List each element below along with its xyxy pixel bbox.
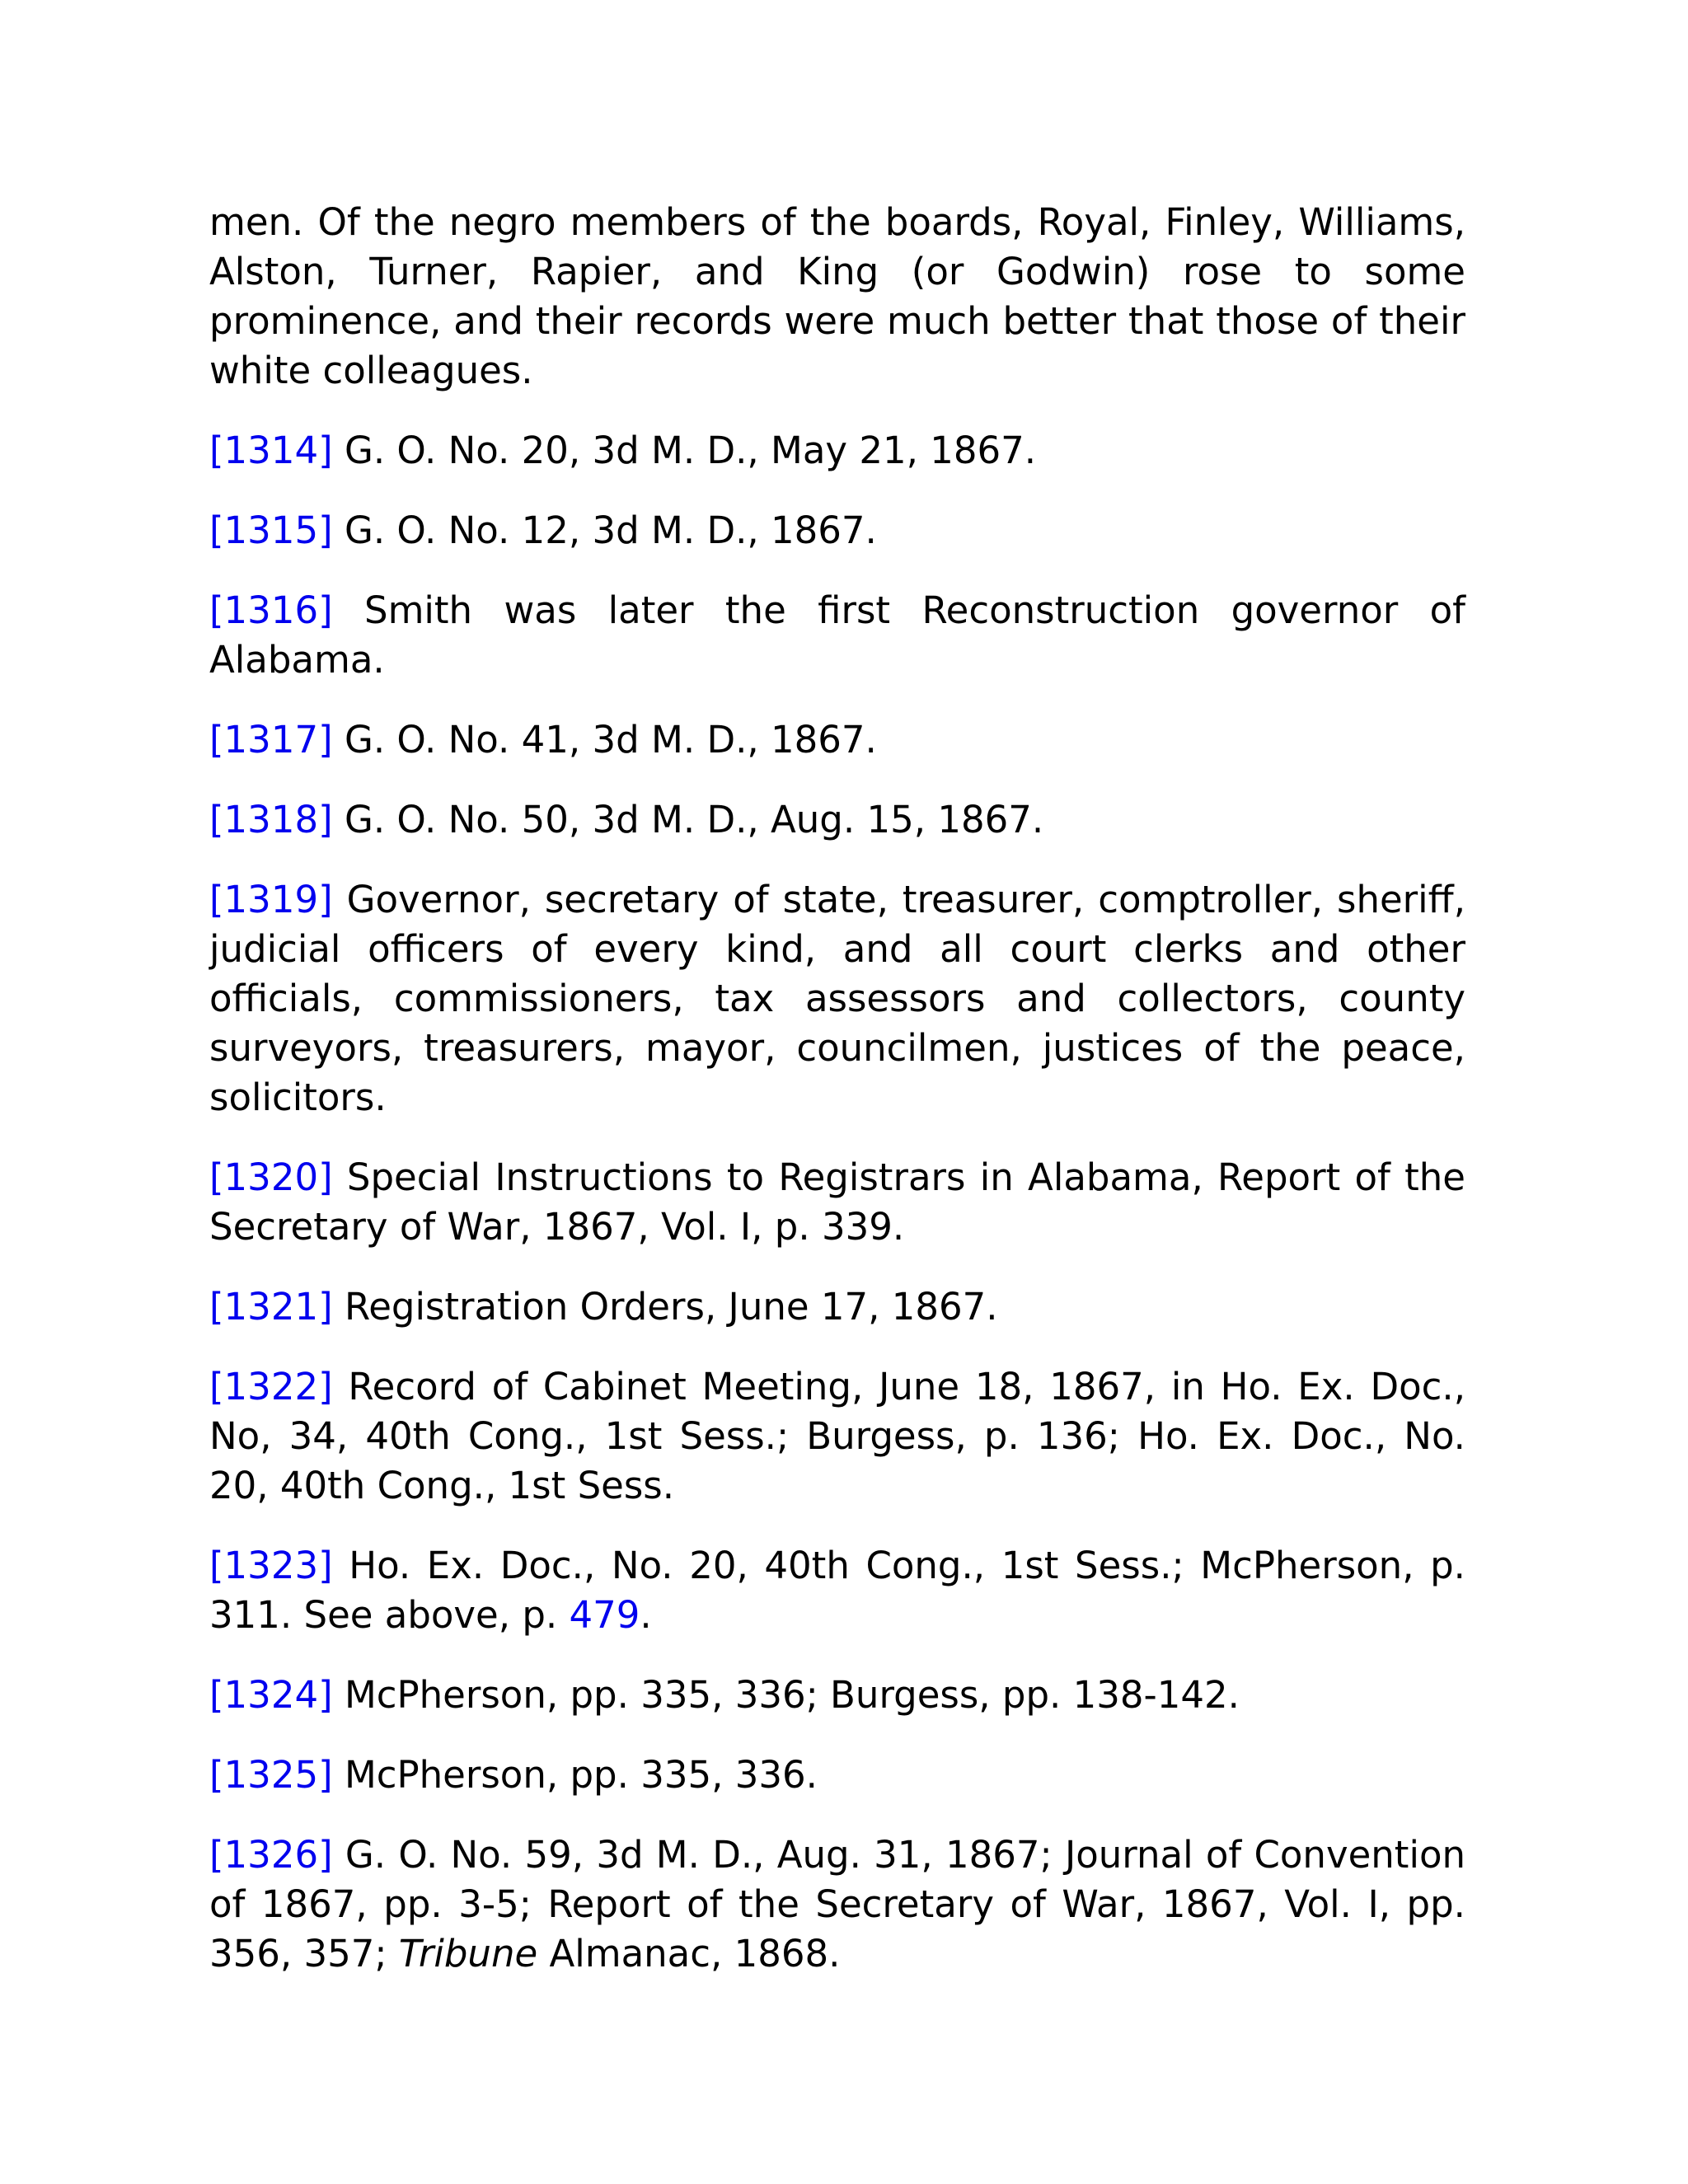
footnote-text-after: Almanac, 1868.	[537, 1932, 841, 1975]
footnote-1324	[209, 1671, 1465, 1720]
italic-title: Tribune	[398, 1932, 538, 1975]
footnote-ref-1325[interactable]: [1325]	[209, 1753, 333, 1797]
footnote-ref-1321[interactable]: [1321]	[209, 1285, 333, 1329]
footnote-ref-1318[interactable]: [1318]	[209, 798, 333, 841]
footnote-1326	[209, 1830, 1465, 1979]
footnote-1319	[209, 875, 1465, 1122]
footnote-text: G. O. No. 20, 3d M. D., May 21, 1867.	[332, 429, 1037, 472]
footnote-text: Smith was later the first Reconstruction governor of Alabama.	[209, 588, 1465, 682]
footnote-ref-1319[interactable]: [1319]	[209, 878, 333, 921]
footnote-ref-1315[interactable]: [1315]	[209, 509, 333, 552]
footnote-1318	[209, 795, 1465, 845]
footnote-ref-1324[interactable]: [1324]	[209, 1673, 333, 1717]
footnote-text: Ho. Ex. Doc., No. 20, 40th Cong., 1st Sess.; McPherson, p. 311. See above, p.	[209, 1544, 1465, 1637]
footnote-ref-1316[interactable]: [1316]	[209, 588, 333, 632]
footnote-text: Special Instructions to Registrars in Alabama, Report of the Secretary of War, 1867, Vol. I, p. 339.	[209, 1155, 1465, 1249]
footnote-ref-1314[interactable]: [1314]	[209, 429, 333, 472]
footnote-1316	[209, 586, 1465, 685]
footnote-text: McPherson, pp. 335, 336.	[332, 1753, 818, 1797]
footnote-ref-1326[interactable]: [1326]	[209, 1833, 333, 1877]
footnote-1317	[209, 715, 1465, 765]
footnote-1325	[209, 1750, 1465, 1800]
footnote-text: Registration Orders, June 17, 1867.	[332, 1285, 998, 1329]
footnote-ref-1322[interactable]: [1322]	[209, 1365, 333, 1408]
intro-paragraph: men. Of the negro members of the boards, Royal, Finley, Williams, Alston, Turner, Rapier, and King (or Godwin) rose to some prominence, and their records were much better that those of their white colleagues.	[209, 200, 1465, 392]
footnote-1315	[209, 506, 1465, 555]
footnote-1321	[209, 1282, 1465, 1332]
footnote-text: Governor, secretary of state, treasurer, comptroller, sheriff, judicial officers of every kind, and all court clerks and other officials, commissioners, tax assessors and collectors, county surveyors, treasurers, mayor, councilmen, justices of the peace, solicitors.	[209, 878, 1465, 1119]
footnote-1323	[209, 1541, 1465, 1640]
footnote-text: G. O. No. 41, 3d M. D., 1867.	[332, 718, 877, 762]
page-link-479[interactable]: 479	[569, 1593, 640, 1637]
footnote-1322	[209, 1362, 1465, 1511]
footnotes-page	[209, 198, 1465, 2009]
footnote-text: G. O. No. 12, 3d M. D., 1867.	[332, 509, 877, 552]
footnote-1314	[209, 426, 1465, 476]
footnote-ref-1317[interactable]: [1317]	[209, 718, 333, 762]
footnote-ref-1320[interactable]: [1320]	[209, 1155, 333, 1199]
footnote-ref-1323[interactable]: [1323]	[209, 1544, 333, 1587]
footnote-text: G. O. No. 50, 3d M. D., Aug. 15, 1867.	[332, 798, 1044, 841]
footnote-text: G. O. No. 59, 3d M. D., Aug. 31, 1867; Journal of Convention of 1867, pp. 3-5; Report of the Secretary of War, 1867, Vol. I, pp. 356, 357;	[209, 1833, 1465, 1975]
footnote-text: McPherson, pp. 335, 336; Burgess, pp. 138-142.	[332, 1673, 1240, 1717]
footnote-text-after: .	[640, 1593, 652, 1637]
footnote-1320	[209, 1153, 1465, 1252]
footnote-text: Record of Cabinet Meeting, June 18, 1867, in Ho. Ex. Doc., No, 34, 40th Cong., 1st Sess.; Burgess, p. 136; Ho. Ex. Doc., No. 20, 40th Cong., 1st Sess.	[209, 1365, 1465, 1507]
